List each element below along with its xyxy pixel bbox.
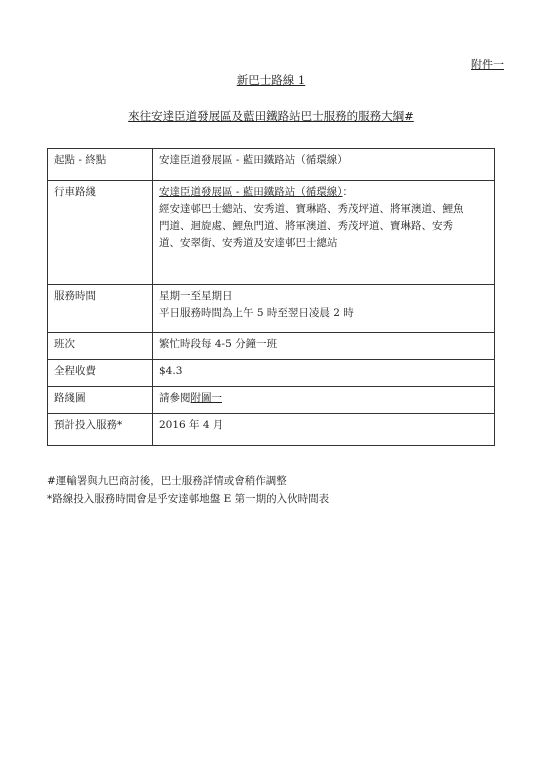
commencement-value: 2016 年 4 月 bbox=[153, 414, 495, 446]
frequency-value: 繁忙時段每 4-5 分鐘一班 bbox=[153, 333, 495, 360]
annex-label: 附件一 bbox=[471, 58, 504, 71]
route-title: 新巴士路線 1 bbox=[236, 73, 306, 87]
routing-value bbox=[153, 181, 495, 285]
service-outline-table bbox=[47, 148, 495, 446]
route-map-prefix: 請參閱 bbox=[159, 392, 191, 404]
service-hours-line-1: 星期一至星期日 bbox=[159, 290, 233, 302]
routing-heading-line bbox=[159, 184, 488, 201]
row-route-map bbox=[48, 387, 495, 414]
routing-colon: ： bbox=[342, 186, 353, 198]
fare-label: 全程收費 bbox=[48, 360, 153, 387]
fare-value: $4.3 bbox=[153, 360, 495, 387]
routing-line-2: 門道、迴旋處、鯉魚門道、將軍澳道、秀茂坪道、寶琳路、安秀 bbox=[159, 220, 453, 232]
document-heading: 來往安達臣道發展區及藍田鐵路站巴士服務的服務大綱# bbox=[128, 109, 414, 123]
row-fare bbox=[48, 360, 495, 387]
termini-value: 安達臣道發展區 - 藍田鐵路站（循環線） bbox=[153, 149, 495, 181]
service-hours-line-2: 平日服務時間為上午 5 時至翌日凌晨 2 時 bbox=[159, 307, 354, 319]
routing-line-1: 經安達邨巴士總站、安秀道、寶琳路、秀茂坪道、將軍澳道、鯉魚 bbox=[159, 203, 464, 215]
row-service-hours bbox=[48, 285, 495, 333]
route-map-label: 路綫圖 bbox=[48, 387, 153, 414]
routing-heading: 安達臣道發展區 - 藍田鐵路站（循環線） bbox=[159, 186, 343, 198]
row-termini bbox=[48, 149, 495, 181]
service-hours-label: 服務時間 bbox=[48, 285, 153, 333]
route-map-value bbox=[153, 387, 495, 414]
service-hours-value bbox=[153, 285, 495, 333]
footnotes bbox=[47, 472, 329, 508]
footnote-1: #運輸署與九巴商討後，巴士服務詳情或會稍作調整 bbox=[47, 475, 287, 487]
row-routing bbox=[48, 181, 495, 285]
routing-label: 行車路綫 bbox=[48, 181, 153, 285]
row-frequency bbox=[48, 333, 495, 360]
termini-label: 起點 - 終點 bbox=[48, 149, 153, 181]
footnote-2: *路線投入服務時間會是乎安達邨地盤 E 第一期的入伙時間表 bbox=[47, 493, 330, 505]
commencement-label: 預計投入服務* bbox=[48, 414, 153, 446]
frequency-label: 班次 bbox=[48, 333, 153, 360]
route-map-link[interactable]: 附圖一 bbox=[190, 392, 222, 404]
row-commencement bbox=[48, 414, 495, 446]
routing-line-3: 道、安翠街、安秀道及安達邨巴士總站 bbox=[159, 237, 338, 249]
